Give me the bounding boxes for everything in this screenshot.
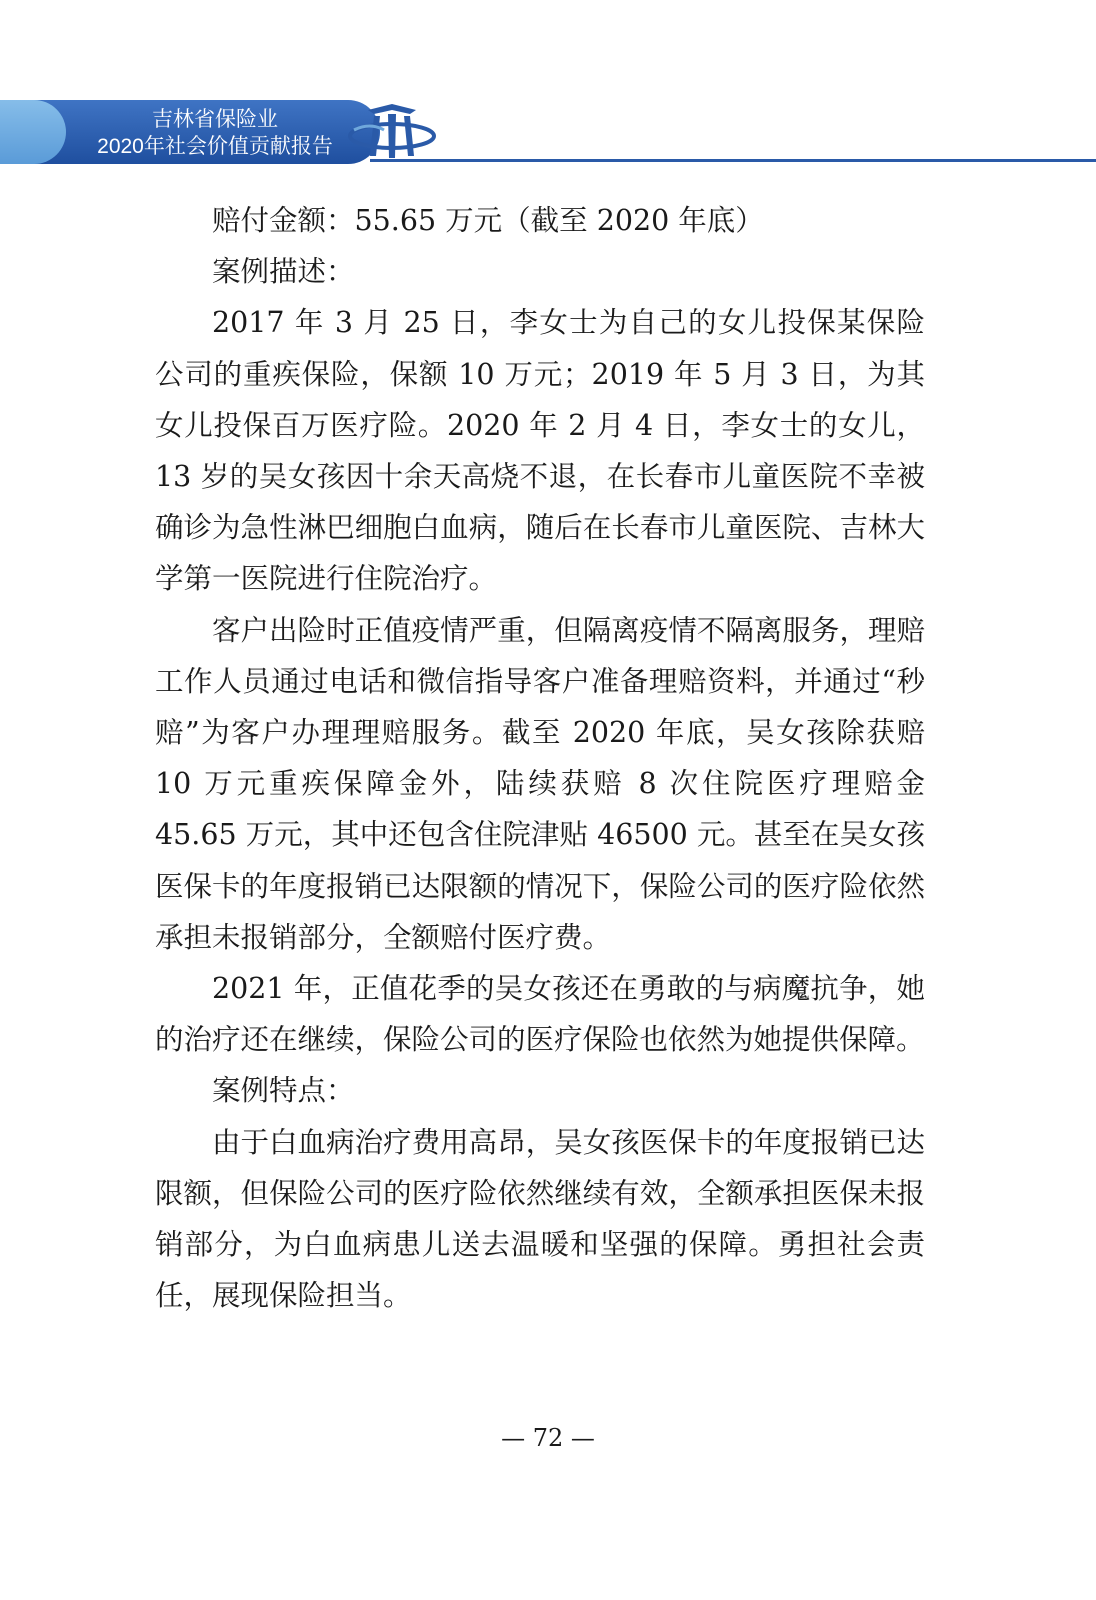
paragraph: 由于白血病治疗费用高昂，吴女孩医保卡的年度报销已达限额，但保险公司的医疗险依然继续有效，全额承担医保未报销部分，为白血病患儿送去温暖和坚强的保障。勇担社会责任，展现保险担当。 <box>155 1125 925 1313</box>
paragraph: 2017 年 3 月 25 日，李女士为自己的女儿投保某保险公司的重疾保险，保额 10 万元；2019 年 5 月 3 日，为其女儿投保百万医疗险。2020 年 2 月 4 日，李女士的女儿，13 岁的吴女孩因十余天高烧不退，在长春市儿童医院不幸被确诊为急性淋巴细胞白血病，随后在长春市儿童医院、吉林大学第一医院进行住院治疗。 <box>155 306 925 596</box>
claim-amount-line: 赔付金额：55.65 万元（截至 2020 年底） <box>212 204 764 237</box>
header-accent <box>0 100 66 164</box>
paragraph: 2021 年，正值花季的吴女孩还在勇敢的与病魔抗争，她的治疗还在继续，保险公司的医疗保险也依然为她提供保障。 <box>155 972 925 1057</box>
case-description-heading: 案例描述： <box>212 255 355 289</box>
case-features-heading: 案例特点： <box>212 1074 355 1108</box>
page-header <box>0 100 1096 170</box>
report-title <box>75 106 355 160</box>
insurance-association-logo-icon <box>340 100 440 164</box>
paragraph: 客户出险时正值疫情严重，但隔离疫情不隔离服务，理赔工作人员通过电话和微信指导客户准备理赔资料，并通过“秒赔”为客户办理理赔服务。截至 2020 年底，吴女孩除获赔 10 万元重疾保障金外，陆续获赔 8 次住院医疗理赔金 45.65 万元，其中还包含住院津贴 46500 元。甚至在吴女孩医保卡的年度报销已达限额的情况下，保险公司的医疗险依然承担未报销部分，全额赔付医疗费。 <box>155 613 925 954</box>
report-title-line1: 吉林省保险业 <box>152 108 278 131</box>
report-title-line2: 2020年社会价值贡献报告 <box>97 135 333 158</box>
header-rule <box>370 159 1096 162</box>
page-number: — 72 — <box>501 1424 595 1452</box>
article-body <box>155 195 925 1321</box>
